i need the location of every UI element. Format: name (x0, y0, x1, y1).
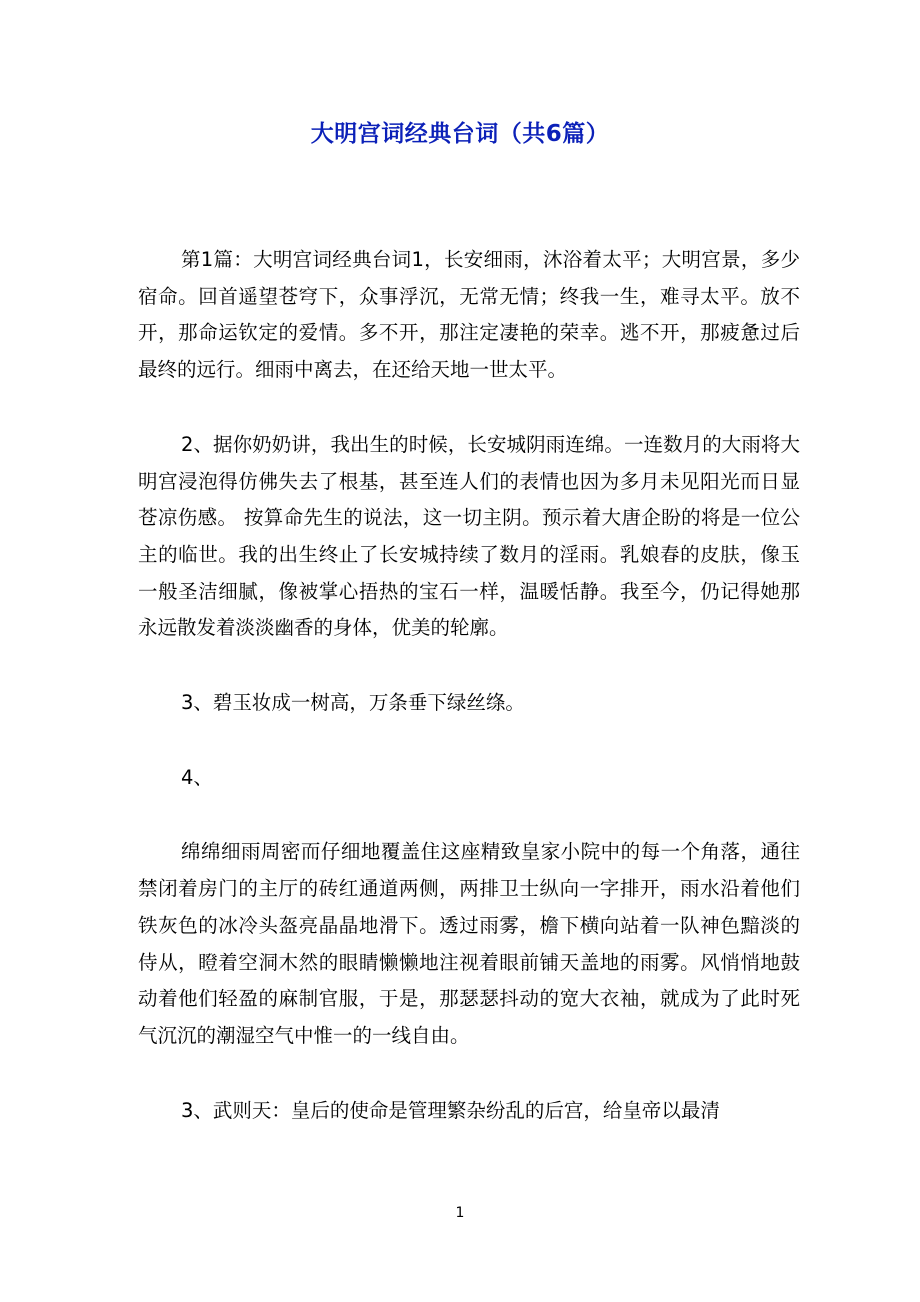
page-number: 1 (455, 1205, 465, 1221)
paragraph-2: 2、据你奶奶讲，我出生的时候，长安城阴雨连绵。一连数月的大雨将大明宫浸泡得仿佛失去了根基，甚至连人们的表情也因为多月未见阳光而日显苍凉伤感。 按算命先生的说法，这一切主阴。预示着大唐企盼的将是一位公主的临世。我的出生终止了长安城持续了数月的淫雨。乳娘春的皮肤，像玉一般圣洁细腻，像被掌心捂热的宝石一样，温暖恬静。我至今，仍记得她那永远散发着淡淡幽香的身体，优美的轮廓。 (138, 432, 800, 640)
paragraph-5: 绵绵细雨周密而仔细地覆盖住这座精致皇家小院中的每一个角落，通往禁闭着房门的主厅的砖红通道两侧，两排卫士纵向一字排开，雨水沿着他们铁灰色的冰冷头盔亮晶晶地滑下。透过雨雾，檐下横向站着一队神色黯淡的侍从，瞪着空洞木然的眼睛懒懒地注视着眼前铺天盖地的雨雾。风悄悄地鼓动着他们轻盈的麻制官服，于是，那瑟瑟抖动的宽大衣袖，就成为了此时死气沉沉的潮湿空气中惟一的一线自由。 (138, 840, 800, 1047)
paragraph-1: 第1篇：大明宫词经典台词1，长安细雨，沐浴着太平；大明宫景，多少宿命。回首遥望苍穹下，众事浮沉，无常无情；终我一生，难寻太平。放不开，那命运钦定的爱情。多不开，那注定凄艳的荣幸。逃不开，那疲惫过后最终的远行。细雨中离去，在还给天地一世太平。 (138, 248, 800, 382)
paragraph-4: 4、 (181, 765, 213, 789)
paragraph-6: 3、武则天：皇后的使命是管理繁杂纷乱的后宫，给皇帝以最清 (181, 1098, 720, 1122)
document-title: 大明宫词经典台词（共6篇） (310, 121, 610, 147)
document-body (138, 242, 800, 1167)
paragraph-3: 3、碧玉妆成一树高，万条垂下绿丝绦。 (181, 691, 525, 715)
